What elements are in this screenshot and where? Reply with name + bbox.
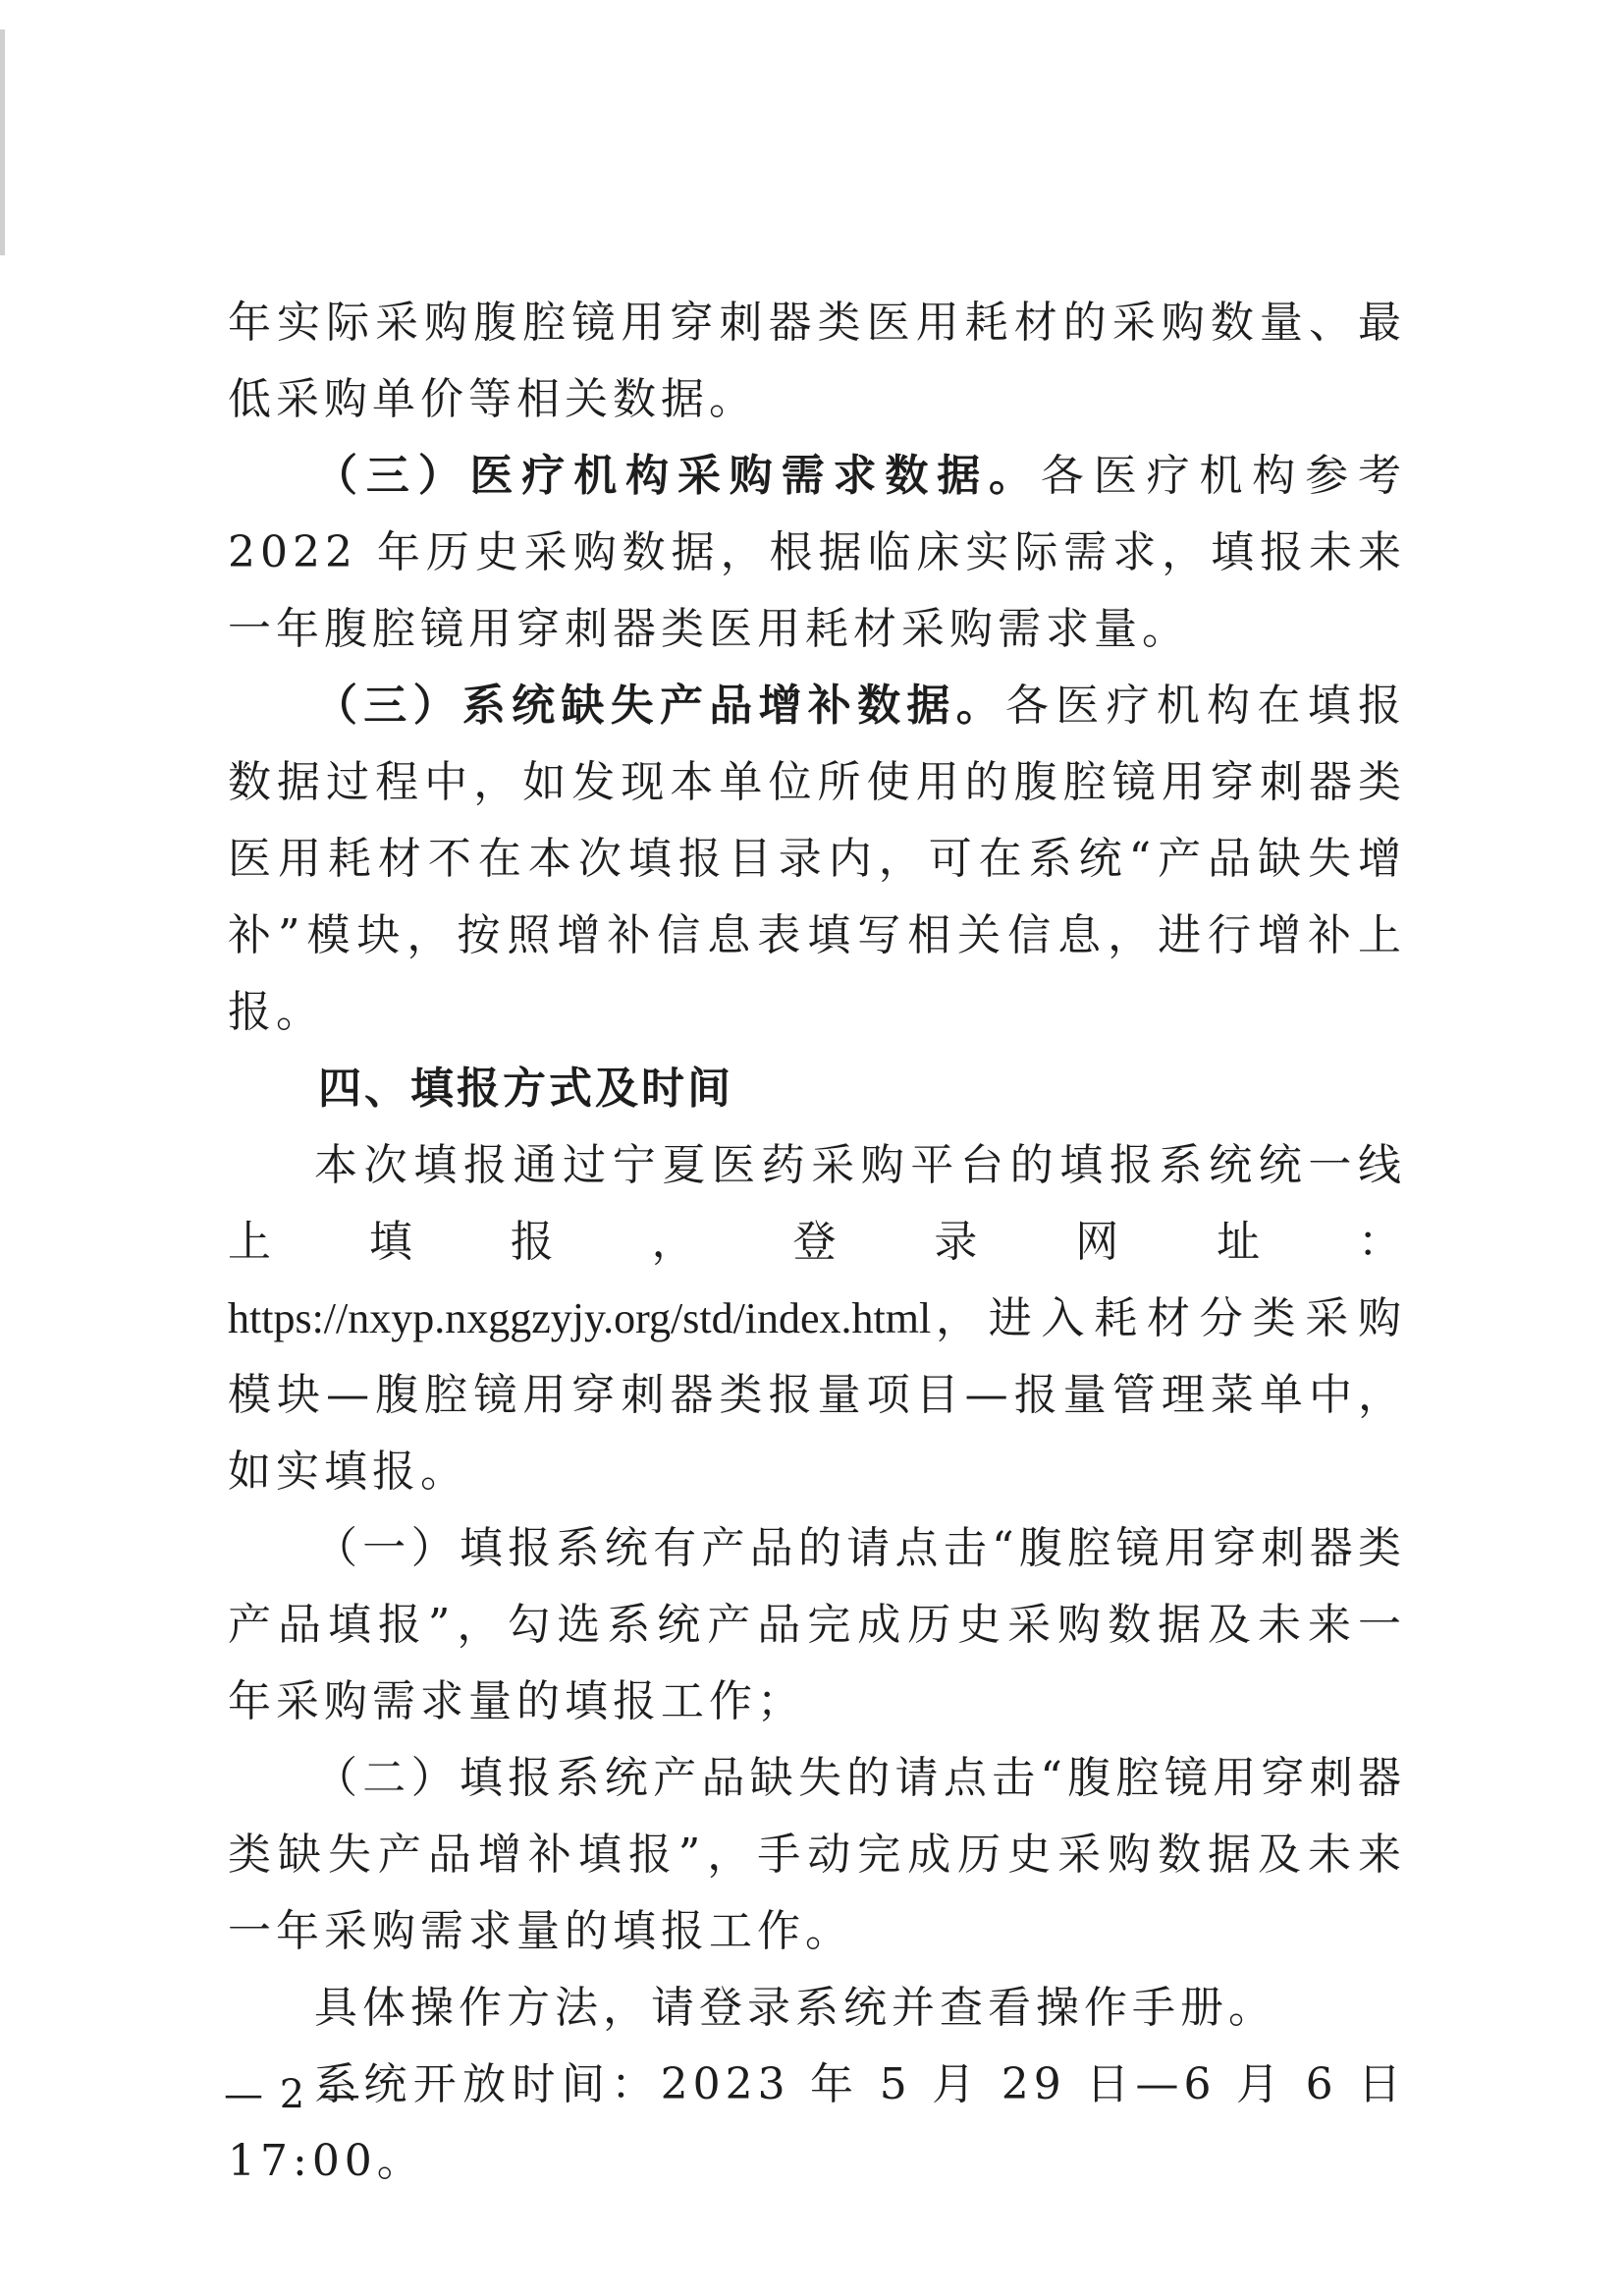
paragraph-filing-method — [228, 1127, 1406, 1510]
section-heading-4: 四、填报方式及时间 — [318, 1064, 733, 1114]
paragraph-manual: 具体操作方法，请登录系统并查看操作手册。 — [314, 1983, 1276, 2033]
paragraph-procurement-demand — [228, 438, 1406, 668]
paragraph-1: 年实际采购腹腔镜用穿刺器类医用耗材的采购数量、最低采购单价等相关数据。 — [228, 298, 1406, 424]
paragraph-text: 各医疗机构在填报数据过程中，如发现本单位所使用的腹腔镜用穿刺器类医用耗材不在本次填报目录内，可在系统“产品缺失增补”模块，按照增补信息表填写相关信息，进行增补上报。 — [228, 681, 1406, 1037]
paragraph-text: 各医疗机构参考 2022 年历史采购数据，根据临床实际需求，填报未来一年腹腔镜用穿刺器类医用耗材采购需求量。 — [228, 451, 1407, 654]
platform-url[interactable]: https://nxyp.nxggzyjy.org/std/index.html — [228, 1294, 932, 1342]
paragraph-option-2: （二）填报系统产品缺失的请点击“腹腔镜用穿刺器类缺失产品增补填报”，手动完成历史采购数据及未来一年采购需求量的填报工作。 — [228, 1753, 1406, 1956]
paragraph-text: ，进入耗材分类采购模块—腹腔镜用穿刺器类报量项目—报量管理菜单中，如实填报。 — [228, 1293, 1406, 1497]
paragraph-text: 本次填报通过宁夏医药采购平台的填报系统统一线上填报，登录网址： — [228, 1140, 1406, 1267]
section-heading-demand: （三）医疗机构采购需求数据。 — [314, 451, 1041, 501]
paragraph-option-1: （一）填报系统有产品的请点击“腹腔镜用穿刺器类产品填报”，勾选系统产品完成历史采购数据及未来一年采购需求量的填报工作； — [228, 1523, 1406, 1726]
document-body — [228, 285, 1406, 2200]
scan-edge-mark — [0, 29, 5, 255]
section-heading-missing: （三）系统缺失产品增补数据。 — [314, 681, 1005, 731]
paragraph-missing-products — [228, 668, 1406, 1051]
paragraph-open-time: 系统开放时间：2023 年 5 月 29 日—6 月 6 日 17:00。 — [228, 2059, 1406, 2186]
page-number: — 2 — — [224, 2072, 362, 2117]
